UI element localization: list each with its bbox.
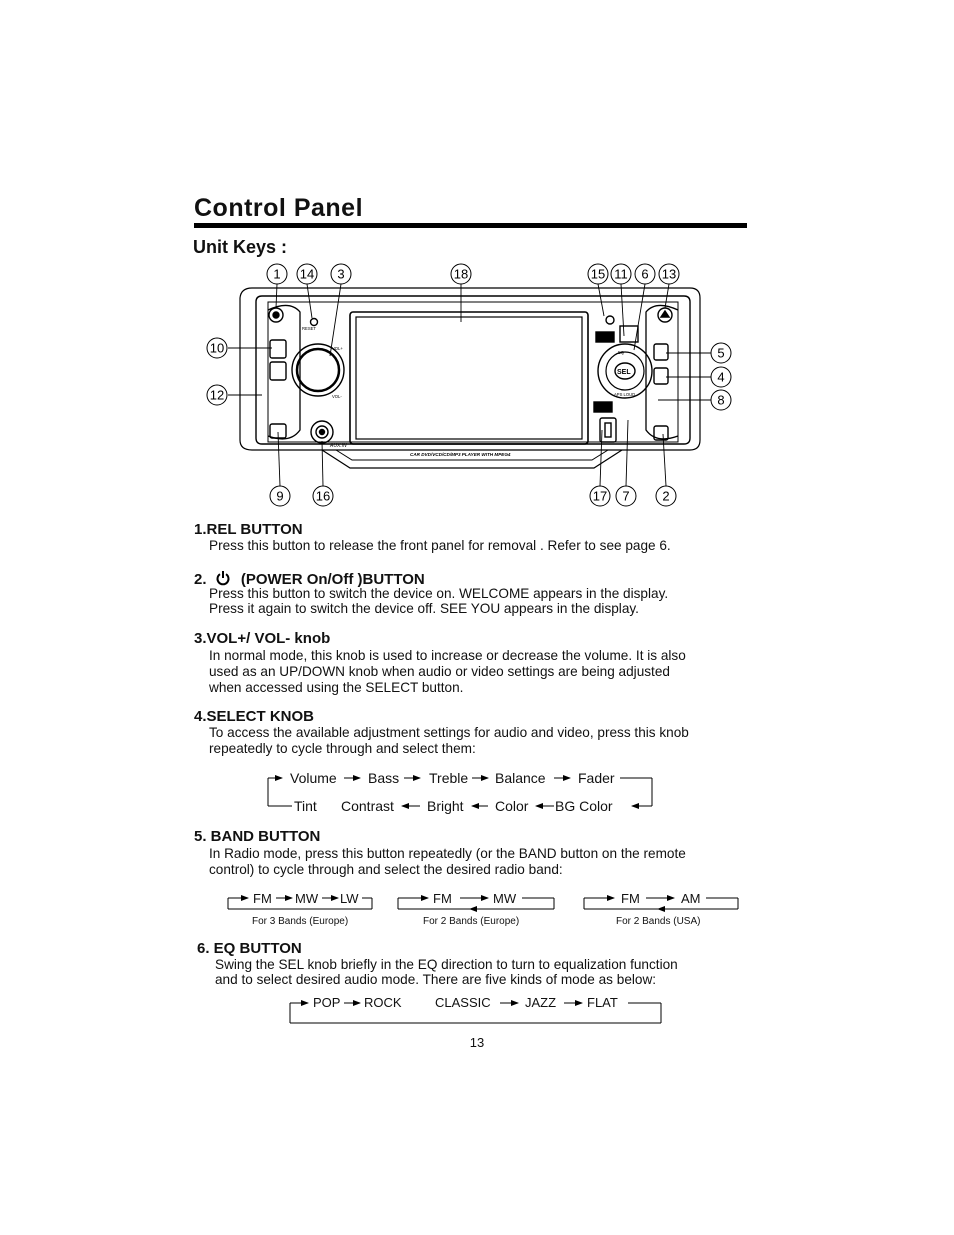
eq-flat: FLAT (587, 995, 618, 1010)
select-knob-heading: 4.SELECT KNOB (194, 708, 315, 725)
callout-number-6: 6 (641, 266, 649, 282)
flow-tint: Tint (294, 798, 317, 814)
rel-button-heading: 1.REL BUTTON (194, 521, 303, 538)
eq-label: EQ (618, 350, 625, 355)
flow-treble: Treble (429, 770, 469, 786)
power-heading-prefix: 2. (194, 571, 207, 588)
callout-number-10: 10 (209, 340, 225, 356)
flow-contrast: Contrast (341, 798, 394, 814)
vol-knob-heading: 3.VOL+/ VOL- knob (194, 630, 331, 647)
callout-number-4: 4 (717, 369, 725, 385)
callout-number-9: 9 (276, 488, 284, 504)
sel-label: SEL (617, 369, 631, 376)
band-usa-caption: For 2 Bands (USA) (616, 916, 701, 927)
callout-number-18: 18 (453, 266, 469, 282)
flow-fader: Fader (578, 770, 615, 786)
band-eu2-mw: MW (493, 891, 517, 906)
band-eu3-caption: For 3 Bands (Europe) (252, 916, 349, 927)
flow-balance: Balance (495, 770, 546, 786)
callout-number-12: 12 (209, 387, 225, 403)
select-flow-diagram (0, 760, 954, 820)
callout-number-5: 5 (717, 345, 725, 361)
flow-bass: Bass (368, 770, 400, 786)
band-flow-diagram (0, 884, 954, 932)
eq-classic: CLASSIC (435, 995, 491, 1010)
power-text-2: Press it again to switch the device off. SEE YOU appears in the display. (209, 601, 639, 616)
band-usa-am: AM (681, 891, 701, 906)
eq-flow-diagram (0, 990, 954, 1030)
eq-text-2: and to select desired audio mode. There are five kinds of mode as below: (215, 972, 657, 987)
vol-text-3: when accessed using the SELECT button. (209, 680, 464, 695)
select-text-2: repeatedly to cycle through and select them: (209, 741, 476, 756)
band-text-1: In Radio mode, press this button repeatedly (or the BAND button on the remote (209, 846, 686, 861)
callout-number-8: 8 (717, 392, 725, 408)
eq-rock: ROCK (364, 995, 402, 1010)
callout-number-11: 11 (614, 266, 628, 282)
page-title: Control Panel (194, 194, 364, 222)
callout-number-1: 1 (273, 266, 281, 282)
vol-text-1: In normal mode, this knob is used to increase or decrease the volume. It is also (209, 648, 686, 663)
band-eu2-caption: For 2 Bands (Europe) (423, 916, 520, 927)
rel-button-text-1: Press this button to release the front panel for removal . Refer to see page 6. (209, 538, 671, 553)
reset-label: RESET (302, 326, 316, 331)
callout-number-17: 17 (592, 488, 608, 504)
section-subtitle: Unit Keys : (193, 237, 288, 257)
callout-number-14: 14 (299, 266, 315, 282)
flow-color: Color (495, 798, 529, 814)
callout-number-2: 2 (662, 488, 670, 504)
callout-number-13: 13 (661, 266, 677, 282)
eq-text-1: Swing the SEL knob briefly in the EQ direction to turn to equalization function (215, 957, 678, 972)
power-heading-label: (POWER On/Off )BUTTON (240, 571, 425, 588)
callout-number-16: 16 (315, 488, 331, 504)
power-icon (215, 570, 231, 586)
vol-minus-label: VOL- (332, 394, 342, 399)
power-text-1: Press this button to switch the device on. WELCOME appears in the display. (209, 586, 669, 601)
band-text-2: control) to cycle through and select the desired radio band: (209, 862, 563, 877)
vol-text-2: used as an UP/DOWN knob when audio or video settings are being adjusted (209, 664, 670, 679)
band-button-heading: 5. BAND BUTTON (194, 828, 321, 845)
aux-label: AUX.IN (330, 443, 347, 449)
model-label: CAR DVD/VCD/CD/MP3 PLAYER WITH MPEG4 (410, 452, 511, 457)
eq-jazz: JAZZ (525, 995, 557, 1010)
flow-bg-color: BG Color (555, 798, 613, 814)
flow-bright: Bright (427, 798, 464, 814)
callout-number-7: 7 (622, 488, 630, 504)
unit-diagram (0, 0, 954, 520)
callout-number-15: 15 (590, 266, 606, 282)
band-usa-fm: FM (621, 891, 640, 906)
eq-button-heading: 6. EQ BUTTON (197, 940, 302, 957)
vol-plus-label: VOL+ (332, 346, 343, 351)
band-eu3-fm: FM (253, 891, 272, 906)
aps-loud-label: APS LOUD (614, 392, 636, 397)
flow-volume: Volume (290, 770, 337, 786)
eq-pop: POP (313, 995, 341, 1010)
select-text-1: To access the available adjustment settings for audio and video, press this knob (209, 725, 689, 740)
band-eu3-lw: LW (340, 891, 359, 906)
callout-number-3: 3 (337, 266, 345, 282)
band-eu3-mw: MW (295, 891, 319, 906)
band-eu2-fm: FM (433, 891, 452, 906)
page-number: 13 (469, 1035, 485, 1050)
